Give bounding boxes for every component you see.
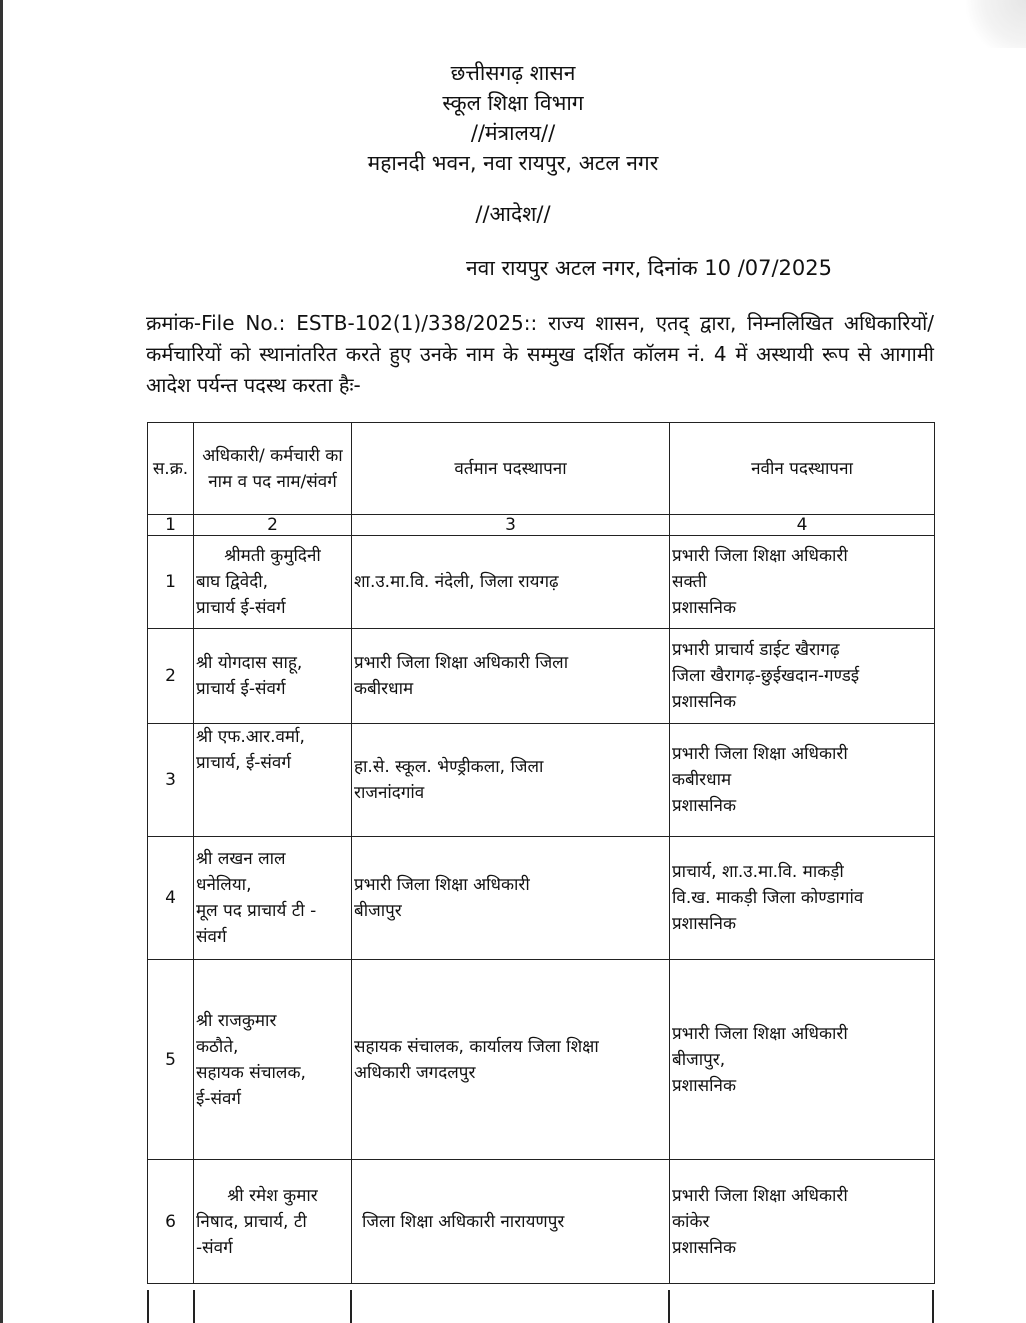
header-new-posting: नवीन पदस्थापना [670, 423, 935, 515]
row-name: श्री राजकुमार कठौते, सहायक संचालक, ई-संवर्ग [194, 960, 352, 1160]
row-current-posting: शा.उ.मा.वि. नंदेली, जिला रायगढ़ [352, 536, 670, 629]
row-sn: 5 [148, 960, 194, 1160]
table-row [148, 837, 935, 960]
table-row [148, 1160, 935, 1284]
header-name: अधिकारी/ कर्मचारी का नाम व पद नाम/संवर्ग [194, 423, 352, 515]
row-sn: 6 [148, 1160, 194, 1284]
header-sn: स.क्र. [148, 423, 194, 515]
table-continuation-line [147, 1290, 149, 1323]
row-new-posting: प्रभारी प्राचार्य डाईट खैरागढ़ जिला खैरागढ़-छुईखदान-गण्डई प्रशासनिक [670, 629, 935, 724]
transfer-table [147, 422, 935, 1284]
page-edge-line [0, 0, 3, 1323]
table-continuation-line [350, 1290, 352, 1323]
row-new-posting: प्रभारी जिला शिक्षा अधिकारी कबीरधाम प्रशासनिक [670, 724, 935, 837]
row-current-posting: हा.से. स्कूल. भेण्ड्रीकला, जिला राजनांदगांव [352, 724, 670, 837]
row-name: श्री लखन लाल धनेलिया, मूल पद प्राचार्य टी - संवर्ग [194, 837, 352, 960]
row-new-posting: प्रभारी जिला शिक्षा अधिकारी सक्ती प्रशासनिक [670, 536, 935, 629]
table-continuation-line [932, 1290, 934, 1323]
header-department: स्कूल शिक्षा विभाग [442, 91, 584, 115]
row-name: श्री योगदास साहू, प्राचार्य ई-संवर्ग [194, 629, 352, 724]
intro-text: राज्य शासन, एतद् द्वारा, निम्नलिखित अधिकारियों/कर्मचारियों को स्थानांतरित करते हुए उनके नाम के सम्मुख दर्शित कॉलम नं. 4 में अस्थायी रूप से आगामी आदेश पर्यन्त पदस्थ करता हैः- [146, 311, 935, 397]
row-sn: 4 [148, 837, 194, 960]
header-current-posting: वर्तमान पदस्थापना [352, 423, 670, 515]
column-number: 2 [194, 515, 352, 536]
row-name: श्री एफ.आर.वर्मा, प्राचार्य, ई-संवर्ग [194, 724, 352, 837]
table-row [148, 536, 935, 629]
row-current-posting: जिला शिक्षा अधिकारी नारायणपुर [352, 1160, 670, 1284]
row-name: श्रीमती कुमुदिनी बाघ द्विवेदी, प्राचार्य ई-संवर्ग [194, 536, 352, 629]
row-current-posting: प्रभारी जिला शिक्षा अधिकारी बीजापुर [352, 837, 670, 960]
order-title: //आदेश// [475, 202, 551, 226]
row-new-posting: प्राचार्य, शा.उ.मा.वि. माकड़ी वि.ख. माकड़ी जिला कोण्डागांव प्रशासनिक [670, 837, 935, 960]
table-row [148, 960, 935, 1160]
column-number: 4 [670, 515, 935, 536]
table-continuation-line [193, 1290, 195, 1323]
intro-paragraph [146, 308, 934, 401]
row-sn: 1 [148, 536, 194, 629]
row-sn: 2 [148, 629, 194, 724]
row-new-posting: प्रभारी जिला शिक्षा अधिकारी कांकेर प्रशासनिक [670, 1160, 935, 1284]
row-new-posting: प्रभारी जिला शिक्षा अधिकारी बीजापुर, प्रशासनिक [670, 960, 935, 1160]
row-current-posting: सहायक संचालक, कार्यालय जिला शिक्षा अधिकारी जगदलपुर [352, 960, 670, 1160]
table-row [148, 724, 935, 837]
column-number-row [148, 515, 935, 536]
column-number: 1 [148, 515, 194, 536]
row-name: श्री रमेश कुमार निषाद, प्राचार्य, टी -संवर्ग [194, 1160, 352, 1284]
table-header-row [148, 423, 935, 515]
column-number: 3 [352, 515, 670, 536]
row-sn: 3 [148, 724, 194, 837]
file-number: क्रमांक-File No.: ESTB-102(1)/338/2025:: [146, 311, 538, 335]
header-ministry: //मंत्रालय// [470, 121, 556, 145]
page-corner-shadow [966, 0, 1026, 48]
header-address: महानदी भवन, नवा रायपुर, अटल नगर [367, 151, 659, 175]
date-line: नवा रायपुर अटल नगर, दिनांक 10 /07/2025 [466, 256, 833, 280]
table-continuation-line [668, 1290, 670, 1323]
header-state: छत्तीसगढ़ शासन [450, 61, 576, 85]
table-row [148, 629, 935, 724]
document-header [0, 58, 1026, 178]
row-current-posting: प्रभारी जिला शिक्षा अधिकारी जिला कबीरधाम [352, 629, 670, 724]
